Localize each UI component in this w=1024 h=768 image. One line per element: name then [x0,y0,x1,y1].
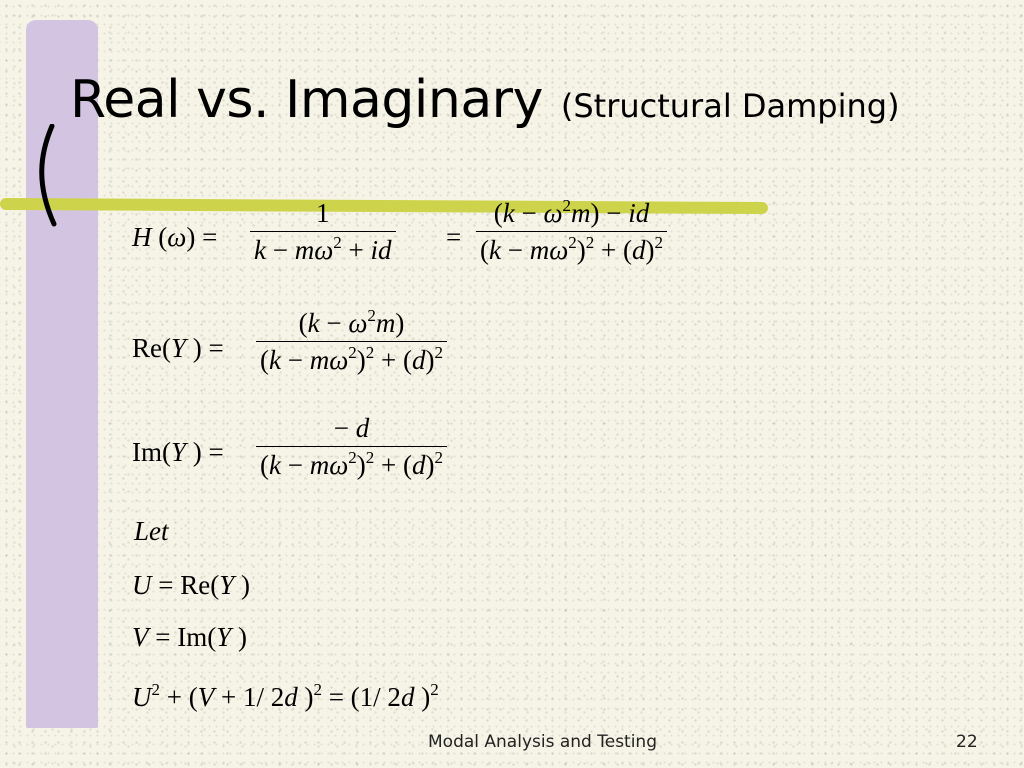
let-label: Let [134,516,169,546]
fraction-re-y: $\frac{(k - \omega^2m)}{(k - m\omega^2)^2 + (d)^2}$ [256,308,447,376]
equation-h-omega: H (ω) = [132,222,218,252]
equals-sign: = [446,222,462,252]
title-subtitle: (Structural Damping) [560,87,900,125]
equation-re-y: Re(Y ) = [132,333,224,363]
equation-circle: $U^2 + (V + 1/$ 2d )$^2$ = (1/ 2d )$^2$ [132,680,439,712]
slide-title [70,70,900,130]
equation-u: U = Re(Y ) [132,570,250,600]
title-main: Real vs. Imaginary [70,70,543,130]
equation-im-y: Im(Y ) = [132,437,224,467]
equation-v: V = Im(Y ) [132,622,247,652]
page-number: 22 [956,732,978,752]
bracket-icon [30,124,70,228]
fraction-im-y: $\frac{- d}{(k - m\omega^2)^2 + (d)^2}$ [256,413,447,481]
fraction-h-first: $\frac{1}{k - m\omega^2 + id}$ [250,198,396,266]
fraction-h-second: $\frac{(k - \omega^2m) - id}{(k - m\omega^2)^2 + (d)^2}$ [476,198,667,266]
footer-title: Modal Analysis and Testing [428,732,658,752]
